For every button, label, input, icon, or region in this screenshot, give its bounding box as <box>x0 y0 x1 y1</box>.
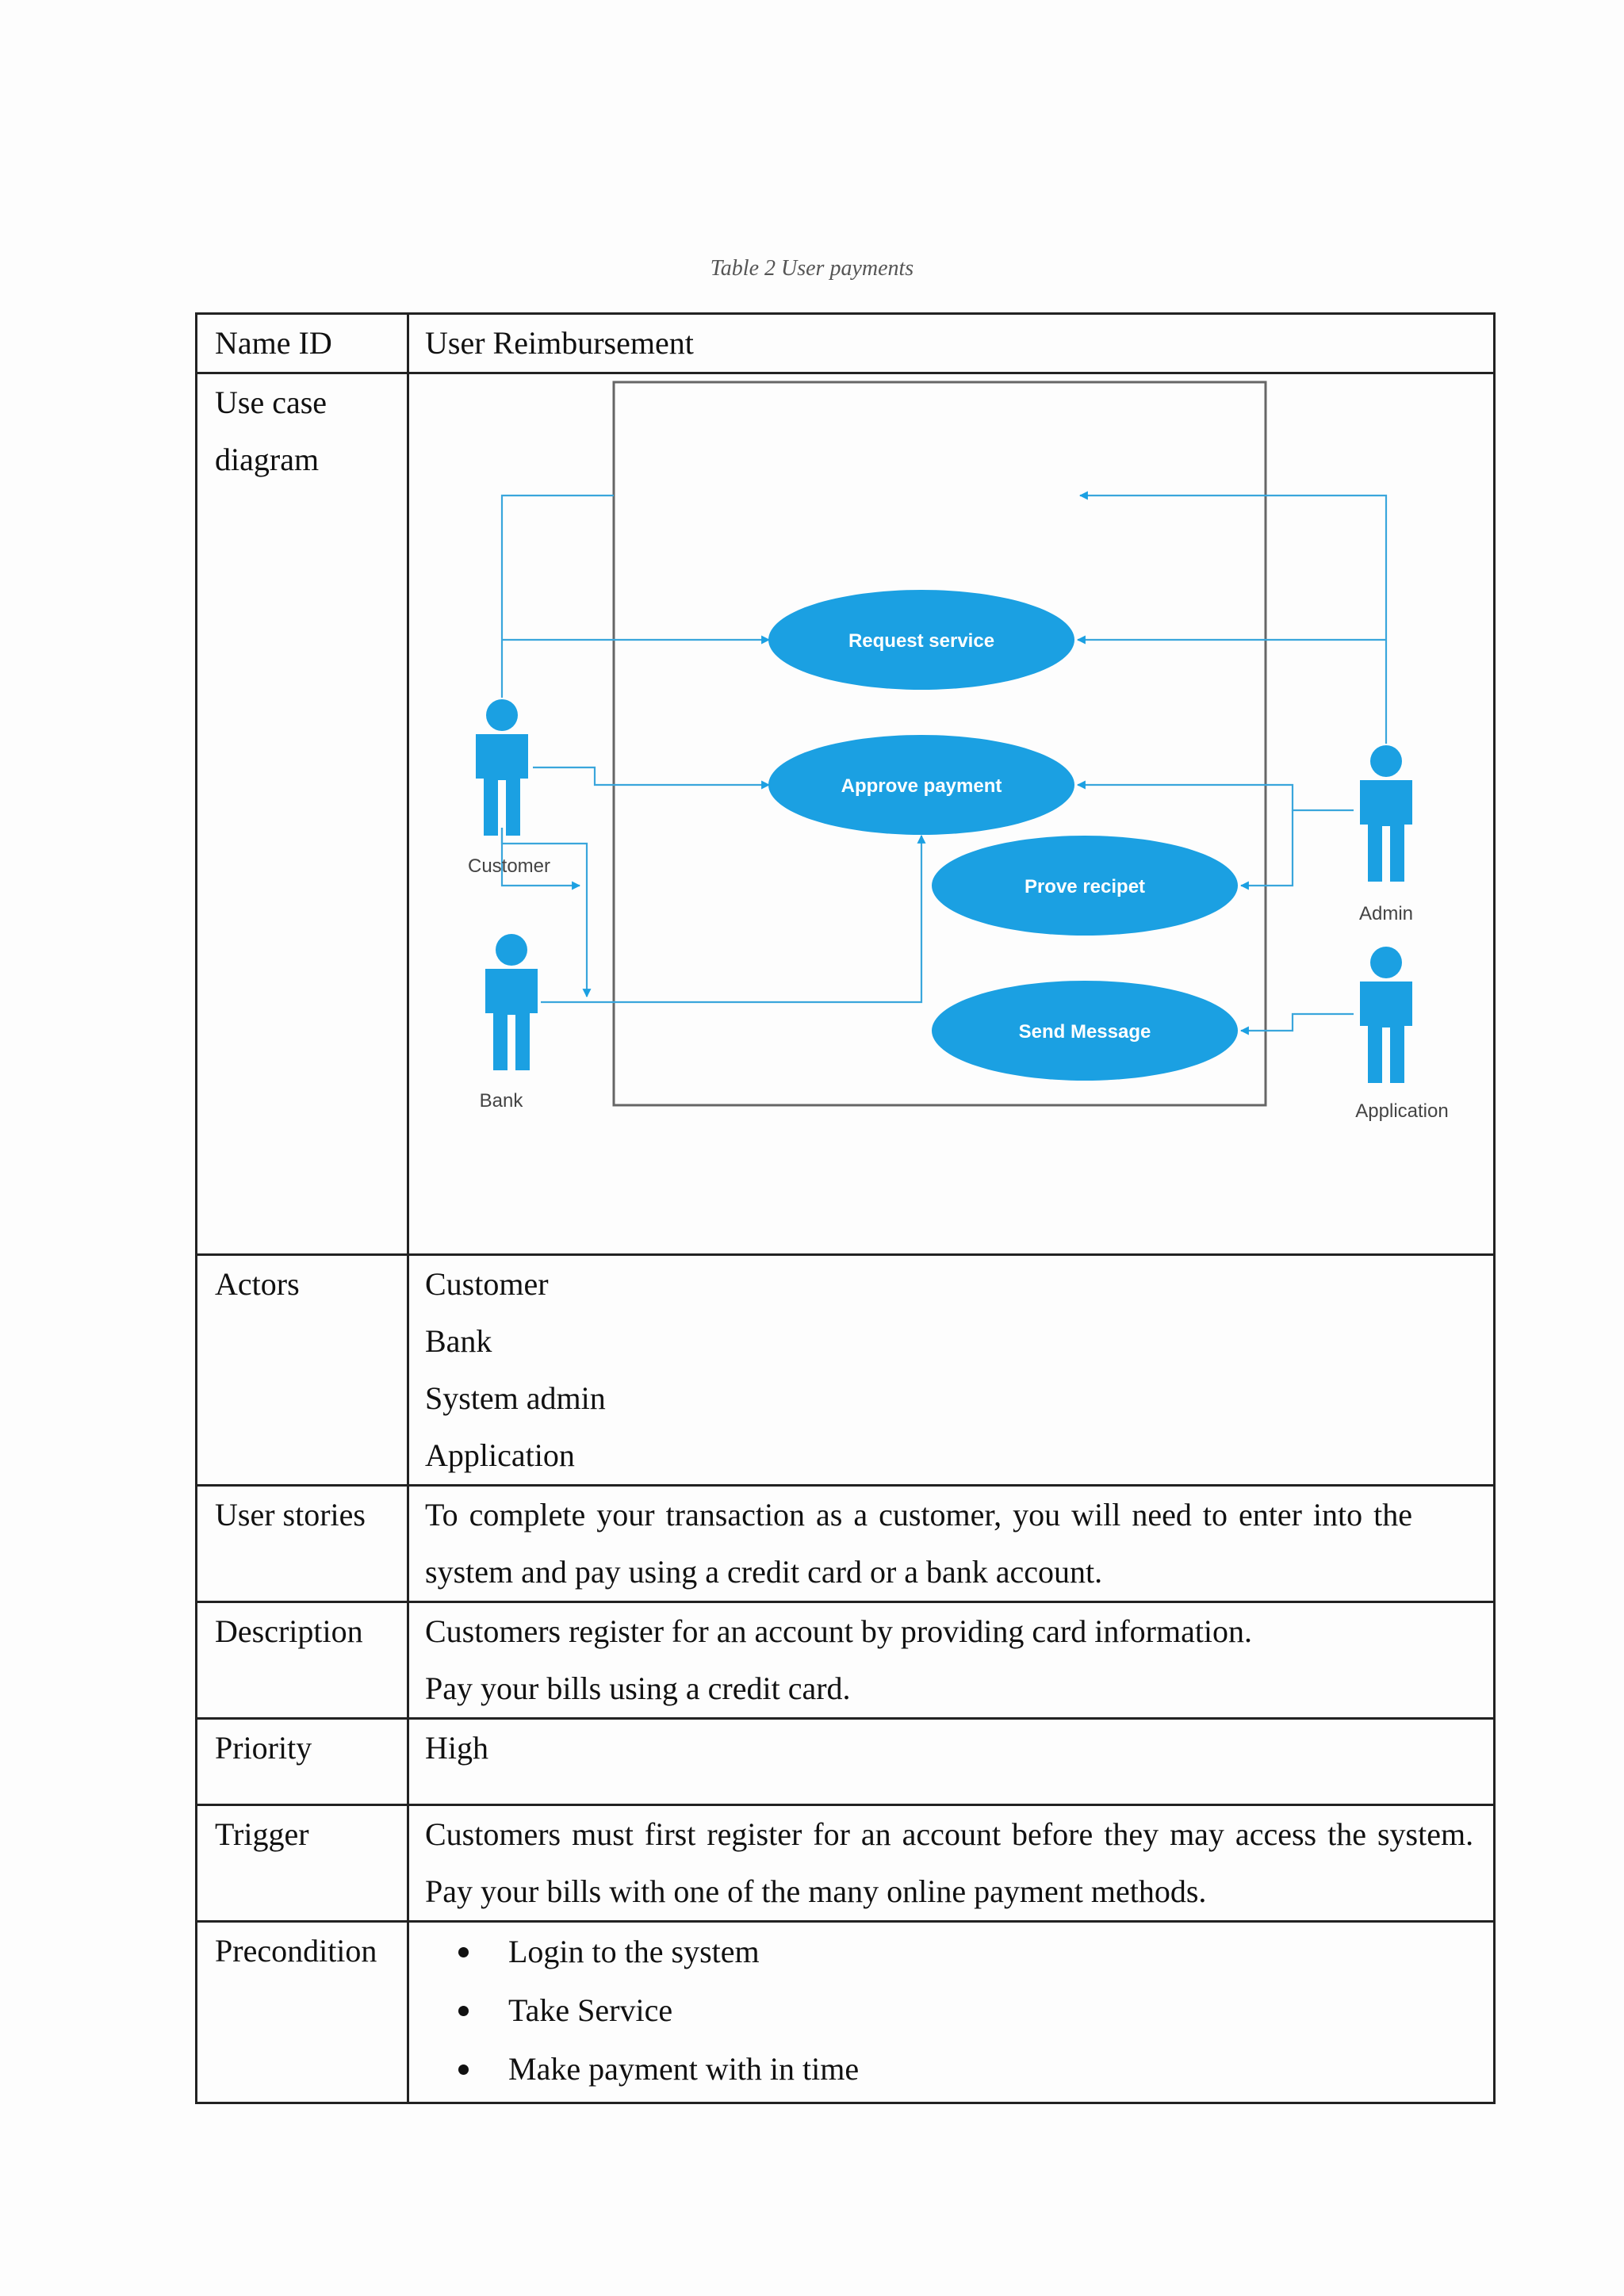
use-case-diagram-cell <box>408 373 1495 1255</box>
text-line: To complete your transaction as a customer, you will need to enter into the <box>425 1497 1413 1533</box>
row-name-id <box>197 314 1495 373</box>
row-priority <box>197 1719 1495 1805</box>
bullet-icon <box>458 1947 469 1957</box>
list-item-text: Make payment with in time <box>508 2051 860 2087</box>
person-icon <box>485 934 538 1070</box>
row-trigger <box>197 1805 1495 1922</box>
use-case-request-service <box>768 590 1074 690</box>
bullet-icon <box>458 2006 469 2016</box>
use-case-send-message <box>932 981 1238 1081</box>
text-line: Pay your bills with one of the many online payment methods. <box>425 1873 1207 1909</box>
label-priority: Priority <box>197 1719 408 1805</box>
text-line: Pay your bills using a credit card. <box>425 1670 851 1706</box>
value-description <box>408 1602 1495 1719</box>
list-item-text: Take Service <box>508 1992 673 2028</box>
svg-text:Prove recipet: Prove recipet <box>1024 876 1146 897</box>
actor-admin <box>1359 745 1413 924</box>
value-actors <box>408 1255 1495 1486</box>
value-user-stories <box>408 1486 1495 1602</box>
actor-item: Application <box>425 1437 575 1473</box>
value-trigger <box>408 1805 1495 1922</box>
person-icon <box>1360 745 1412 882</box>
table-caption: Table 2 User payments <box>710 256 914 281</box>
actor-item: System admin <box>425 1380 606 1416</box>
label-description: Description <box>197 1602 408 1719</box>
row-actors <box>197 1255 1495 1486</box>
svg-text:Request service: Request service <box>848 630 995 652</box>
svg-text:Application: Application <box>1355 1100 1449 1122</box>
label-name-id: Name ID <box>197 314 408 373</box>
list-item <box>409 2040 1480 2099</box>
svg-text:Approve payment: Approve payment <box>841 775 1002 797</box>
label-use-case-line2: diagram <box>215 442 320 477</box>
row-use-case-diagram <box>197 373 1495 1255</box>
value-name-id: User Reimbursement <box>408 314 1495 373</box>
label-user-stories: User stories <box>197 1486 408 1602</box>
row-user-stories <box>197 1486 1495 1602</box>
bullet-icon <box>458 2064 469 2075</box>
use-case-diagram <box>409 374 1496 1246</box>
actor-item: Bank <box>425 1323 492 1359</box>
use-case-prove-recipet <box>932 836 1238 936</box>
svg-text:Admin: Admin <box>1358 903 1414 924</box>
text-line: system and pay using a credit card or a bank account. <box>425 1554 1103 1590</box>
actor-application <box>1355 947 1448 1122</box>
precondition-list <box>409 1923 1480 2102</box>
use-case-approve-payment <box>768 735 1074 835</box>
label-actors: Actors <box>197 1255 408 1486</box>
svg-text:Bank: Bank <box>479 1090 523 1112</box>
row-description <box>197 1602 1495 1719</box>
actor-bank <box>480 934 538 1112</box>
use-case-table <box>195 312 1496 2104</box>
text-line: Customers must first register for an account before they may access the system. <box>425 1816 1474 1852</box>
label-use-case-diagram <box>197 373 408 1255</box>
actor-customer <box>468 699 550 877</box>
svg-text:Send Message: Send Message <box>1018 1021 1151 1043</box>
label-trigger: Trigger <box>197 1805 408 1922</box>
svg-text:Customer: Customer <box>467 855 551 877</box>
label-use-case-line1: Use case <box>215 385 327 420</box>
text-line: Customers register for an account by providing card information. <box>425 1613 1253 1649</box>
list-item-text: Login to the system <box>508 1934 760 1969</box>
person-icon <box>476 699 528 836</box>
actor-item: Customer <box>425 1266 549 1302</box>
person-icon <box>1360 947 1412 1083</box>
list-item <box>409 1981 1480 2040</box>
value-precondition <box>408 1922 1495 2103</box>
list-item <box>409 1923 1480 1981</box>
row-precondition <box>197 1922 1495 2103</box>
label-precondition: Precondition <box>197 1922 408 2103</box>
value-priority: High <box>408 1719 1495 1805</box>
